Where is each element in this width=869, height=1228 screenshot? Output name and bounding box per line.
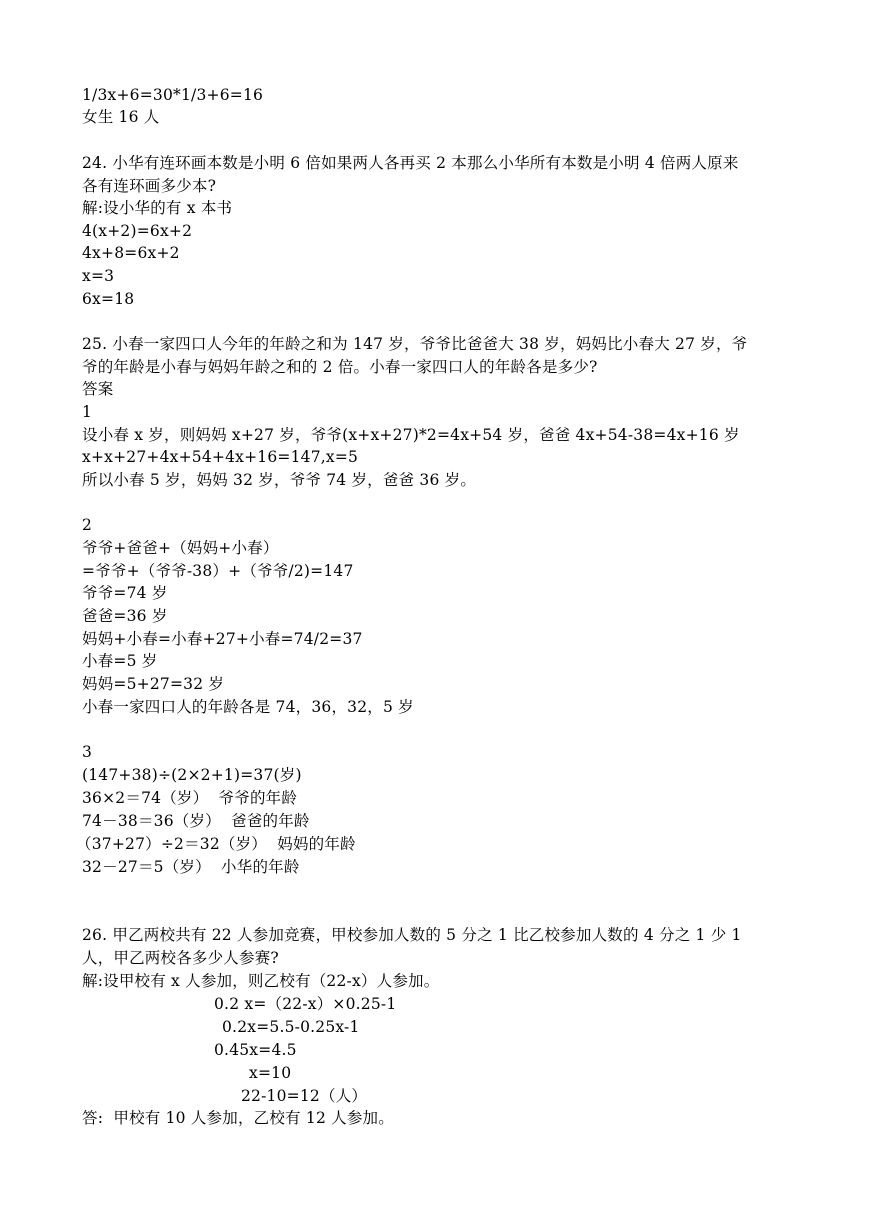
equation-line: 1/3x+6=30*1/3+6=16 [82,86,264,104]
equation-line: （37+27）÷2＝32（岁） 妈妈的年龄 [76,835,356,853]
answer-line: 女生 16 人 [82,108,160,126]
equation-line: 4x+8=6x+2 [82,244,180,262]
equation-line: 爷爷+爸爸+（妈妈+小春） [82,539,279,557]
equation-line: 74－38＝36（岁） 爸爸的年龄 [82,812,310,830]
answer-line: 所以小春 5 岁，妈妈 32 岁，爷爷 74 岁，爸爸 36 岁。 [82,471,477,489]
answer-line: 答: 甲校有 10 人参加，乙校有 12 人参加。 [82,1109,394,1127]
equation-line: 爸爸=36 岁 [82,607,168,625]
equation-line: 0.45x=4.5 [214,1041,297,1059]
equation-line: 36×2＝74（岁） 爷爷的年龄 [82,789,298,807]
question-26-line-2: 人，甲乙两校各多少人参赛? [82,949,279,967]
equation-line: 妈妈+小春=小春+27+小春=74/2=37 [82,630,363,648]
equation-line: 4(x+2)=6x+2 [82,222,193,240]
equation-line: 妈妈=5+27=32 岁 [82,675,225,693]
question-25-line-1: 25. 小春一家四口人今年的年龄之和为 147 岁，爷爷比爸爸大 38 岁，妈妈比小春大 27 岁，爷 [82,335,748,353]
question-26-line-1: 26. 甲乙两校共有 22 人参加竞赛，甲校参加人数的 5 分之 1 比乙校参加人数的 4 分之 1 少 1 [82,926,742,944]
method-number: 1 [82,403,93,421]
answer-line: 小春一家四口人的年龄各是 74，36，32，5 岁 [82,698,414,716]
equation-line: 设小春 x 岁，则妈妈 x+27 岁，爷爷(x+x+27)*2=4x+54 岁，爸爸 4x+54-38=4x+16 岁 [82,426,740,444]
answer-heading: 答案 [82,380,114,398]
equation-line: x+x+27+4x+54+4x+16=147,x=5 [82,448,359,466]
equation-line: 小春=5 岁 [82,652,158,670]
method-number: 3 [82,743,93,761]
method-number: 2 [82,516,93,534]
equation-line: 0.2 x=（22-x）×0.25-1 [214,995,397,1013]
question-25-line-2: 爷的年龄是小春与妈妈年龄之和的 2 倍。小春一家四口人的年龄各是多少? [82,358,598,376]
question-24-line-2: 各有连环画多少本? [82,177,217,195]
question-24-line-1: 24. 小华有连环画本数是小明 6 倍如果两人各再买 2 本那么小华所有本数是小明 4 倍两人原来 [82,154,739,172]
equation-line: 6x=18 [82,290,135,308]
equation-line: x=10 [249,1064,292,1082]
equation-line: 爷爷=74 岁 [82,584,168,602]
equation-line: x=3 [82,267,115,285]
equation-line: 0.2x=5.5-0.25x-1 [222,1018,360,1036]
equation-line: 32－27＝5（岁） 小华的年龄 [82,858,300,876]
solution-line: 解:设小华的有 x 本书 [82,199,233,217]
equation-line: 22-10=12（人） [241,1087,368,1105]
equation-line: (147+38)÷(2×2+1)=37(岁) [82,766,302,784]
solution-line: 解:设甲校有 x 人参加，则乙校有（22-x）人参加。 [82,972,440,990]
equation-line: =爷爷+（爷爷-38）+（爷爷/2)=147 [82,562,354,580]
